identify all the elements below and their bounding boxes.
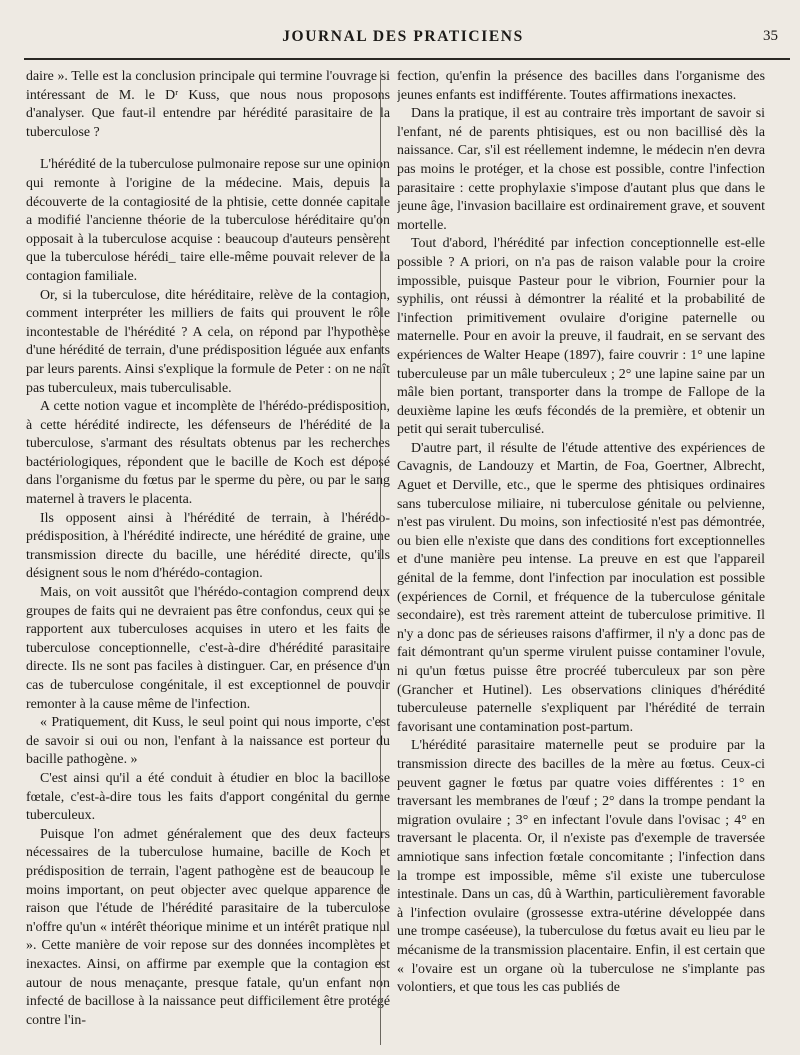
page-number: 35 (763, 28, 778, 44)
left-column (26, 68, 390, 1048)
paragraph: Dans la pratique, il est au contraire très important de savoir si l'enfant, né de parents phtisiques, est ou non bacillisé dès la naissance. Car, s'il est réellement indemne, le médecin n'en devra pas moins le protéger, et la chose est possible, contre l'infection parasitaire : cette prophylaxie s'impose d'autant plus que dans le jeune âge, l'invasion bacillaire est ordinairement grave, et souvent mortelle. (397, 106, 765, 233)
paragraph: L'hérédité parasitaire maternelle peut se produire par la transmission directe des bacilles de la mère au fœtus. Ceux-ci peuvent gagner le fœtus par quatre voies différentes : 1° en traversant les membranes de l'œuf ; 2° dans la trompe pendant la migration ovulaire ; 3° en infectant l'ovule dans l'ovisac ; 4° en traversant le placenta. Or, il n'existe pas d'exemple de traversée amniotique sans infection fœtale concomitante ; l'infection dans la trompe est impossible, même s'il existe une tuberculose intestinale. Dans un cas, dû à Warthin, particulièrement favorable à l'infection ovulaire (grossesse extra-utérine développée dans une trompe caséeuse), la tuberculose du fœtus avait eu lieu par le mécanisme de la transmission placentaire. Enfin, il est certain que « l'ovaire est un organe où la tuberculose ne s'implante pas volontiers, et que tous les cas publiés de (397, 738, 765, 996)
running-title: JOURNAL DES PRATICIENS (282, 28, 524, 45)
paragraph: D'autre part, il résulte de l'étude attentive des expériences de Cavagnis, de Landouzy et Martin, de Foa, Goertner, Albrecht, Aguet et Derville, etc., que le sperme des phtisiques ordinaires sans tuberculose miliaire, ni tuberculose génitale ou pelvienne, n'est pas virulent. Du moins, son infectiosité n'est pas démontrée, ou bien elle n'existe que dans des conditions fort exceptionnelles et d'une manière peu intense. La preuve en est que l'appareil génital de la femme, dont l'infection par inoculation est possible (expériences de Cornil, et fréquence de la tuberculose génitale secondaire), est très rarement atteint de tuberculose primitive. Il n'y a donc pas de sérieuses raisons d'affirmer, il n'y a donc pas de fait démontrant qu'un sperme virulent puisse contaminer l'ovule, ni qu'un fœtus puisse être procréé tuberculeux par son père (Grancher et Hutinel). Les observations cliniques d'hérédité tuberculeuse paternelle s'expliquent par l'hérédité de terrain favorisant une contamination post-partum. (397, 440, 765, 735)
paragraph: Or, si la tuberculose, dite héréditaire, relève de la contagion, comment interpréter les milliers de faits qui prouvent le rôle incontestable de l'hérédité ? A cela, on répond par l'hypothèse d'une hérédité de terrain, d'une prédisposition léguée aux enfants par leurs parents. Ainsi s'explique la formule de Peter : on ne naît pas tuberculeux, mais tuberculisable. (26, 287, 390, 396)
paragraph: L'hérédité de la tuberculose pulmonaire repose sur une opinion qui remonte à l'origine de la médecine. Mais, depuis la découverte de la contagiosité de la phtisie, cette donnée capitale a modifié l'ancienne théorie de la tuberculose héréditaire qu'on opposait à la tuberculose acquise : beaucoup d'auteurs pensèrent que la tuberculose hérédi_ taire elle-même pouvait relever de la contagion familiale. (26, 157, 390, 284)
header-rule (24, 58, 790, 60)
paragraph: daire ». Telle est la conclusion principale qui termine l'ouvrage si intéressant de M. le Dʳ Kuss, que nous nous proposons d'analyser. Que faut-il entendre par hérédité parasitaire de la tuberculose ? (26, 69, 390, 140)
paragraph: fection, qu'enfin la présence des bacilles dans l'organisme des jeunes enfants est indifférente. Toutes affirmations inexactes. (397, 69, 765, 103)
page-header (20, 28, 786, 54)
column-divider (380, 70, 381, 1045)
paragraph: Tout d'abord, l'hérédité par infection conceptionnelle est-elle possible ? A priori, on n'a pas de raison valable pour la croire impossible, puisque Pasteur pour le vibrion, Fournier pour la syphilis, ont réussi à démontrer la réalité et la probabilité de l'infection primitivement ovulaire d'origine paternelle ou maternelle. Pour en avoir la preuve, il faudrait, en se servant des expériences de Walter Heape (1897), faire couvrir : 1° une lapine tuberculeuse par un mâle tuberculeux ; 2° une lapine saine par un mâle bien portant, transporter dans la trompe de Fallope de la deuxième lapine les œufs fécondés de la première, et obtenir un petit qui serait tuberculisé. (397, 236, 765, 438)
paragraph: Puisque l'on admet généralement que des deux facteurs nécessaires de la tuberculose humaine, bacille de Koch et prédisposition de terrain, l'agent pathogène est de beaucoup le moins important, on peut objecter avec quelque apparence de raison que l'étude de l'hérédité parasitaire de la tuberculose n'offre qu'un « intérêt théorique minime et un intérêt pratique nul ». Cette manière de voir repose sur des données incomplètes et inexactes. Ainsi, on affirme par exemple que la contagion est autour de nous menaçante, presque fatale, qu'un enfant non infecté de bacillose à la naissance peut difficilement être protégé contre l'in- (26, 826, 390, 1028)
paragraph: C'est ainsi qu'il a été conduit à étudier en bloc la bacillose fœtale, c'est-à-dire tous les faits d'apport congénital du germe tuberculeux. (26, 770, 390, 824)
paragraph: A cette notion vague et incomplète de l'hérédo-prédisposition, à cette hérédité indirecte, les défenseurs de l'hérédité de la tuberculose, s'armant des résultats obtenus par les recherches bactériologiques, répondent que le bacille de Koch est déposé dans l'organisme du fœtus par le sperme du père, ou par le sang maternel à travers le placenta. (26, 399, 390, 508)
paragraph: Ils opposent ainsi à l'hérédité de terrain, à l'hérédo-prédisposition, à l'hérédité indirecte, une hérédité de graine, une transmission directe du bacille, une hérédité directe, qu'ils désignent sous le nom d'hérédo-contagion. (26, 510, 390, 582)
paragraph: « Pratiquement, dit Kuss, le seul point qui nous importe, c'est de savoir si oui ou non, l'enfant à la naissance est porteur du bacille pathogène. » (26, 715, 390, 768)
paragraph: Mais, on voit aussitôt que l'hérédo-contagion comprend deux groupes de faits qui ne devraient pas être confondus, ceux qui se rapportent aux tuberculoses acquises in utero et les faits de tuberculose conceptionnelle, c'est-à-dire d'hérédité parasitaire directe. Ils ne sont pas faciles à distinguer. Car, en présence d'un cas de tuberculose congénitale, il est exceptionnel de pouvoir remonter à la cause même de l'infection. (26, 585, 390, 712)
right-column (397, 68, 765, 1048)
